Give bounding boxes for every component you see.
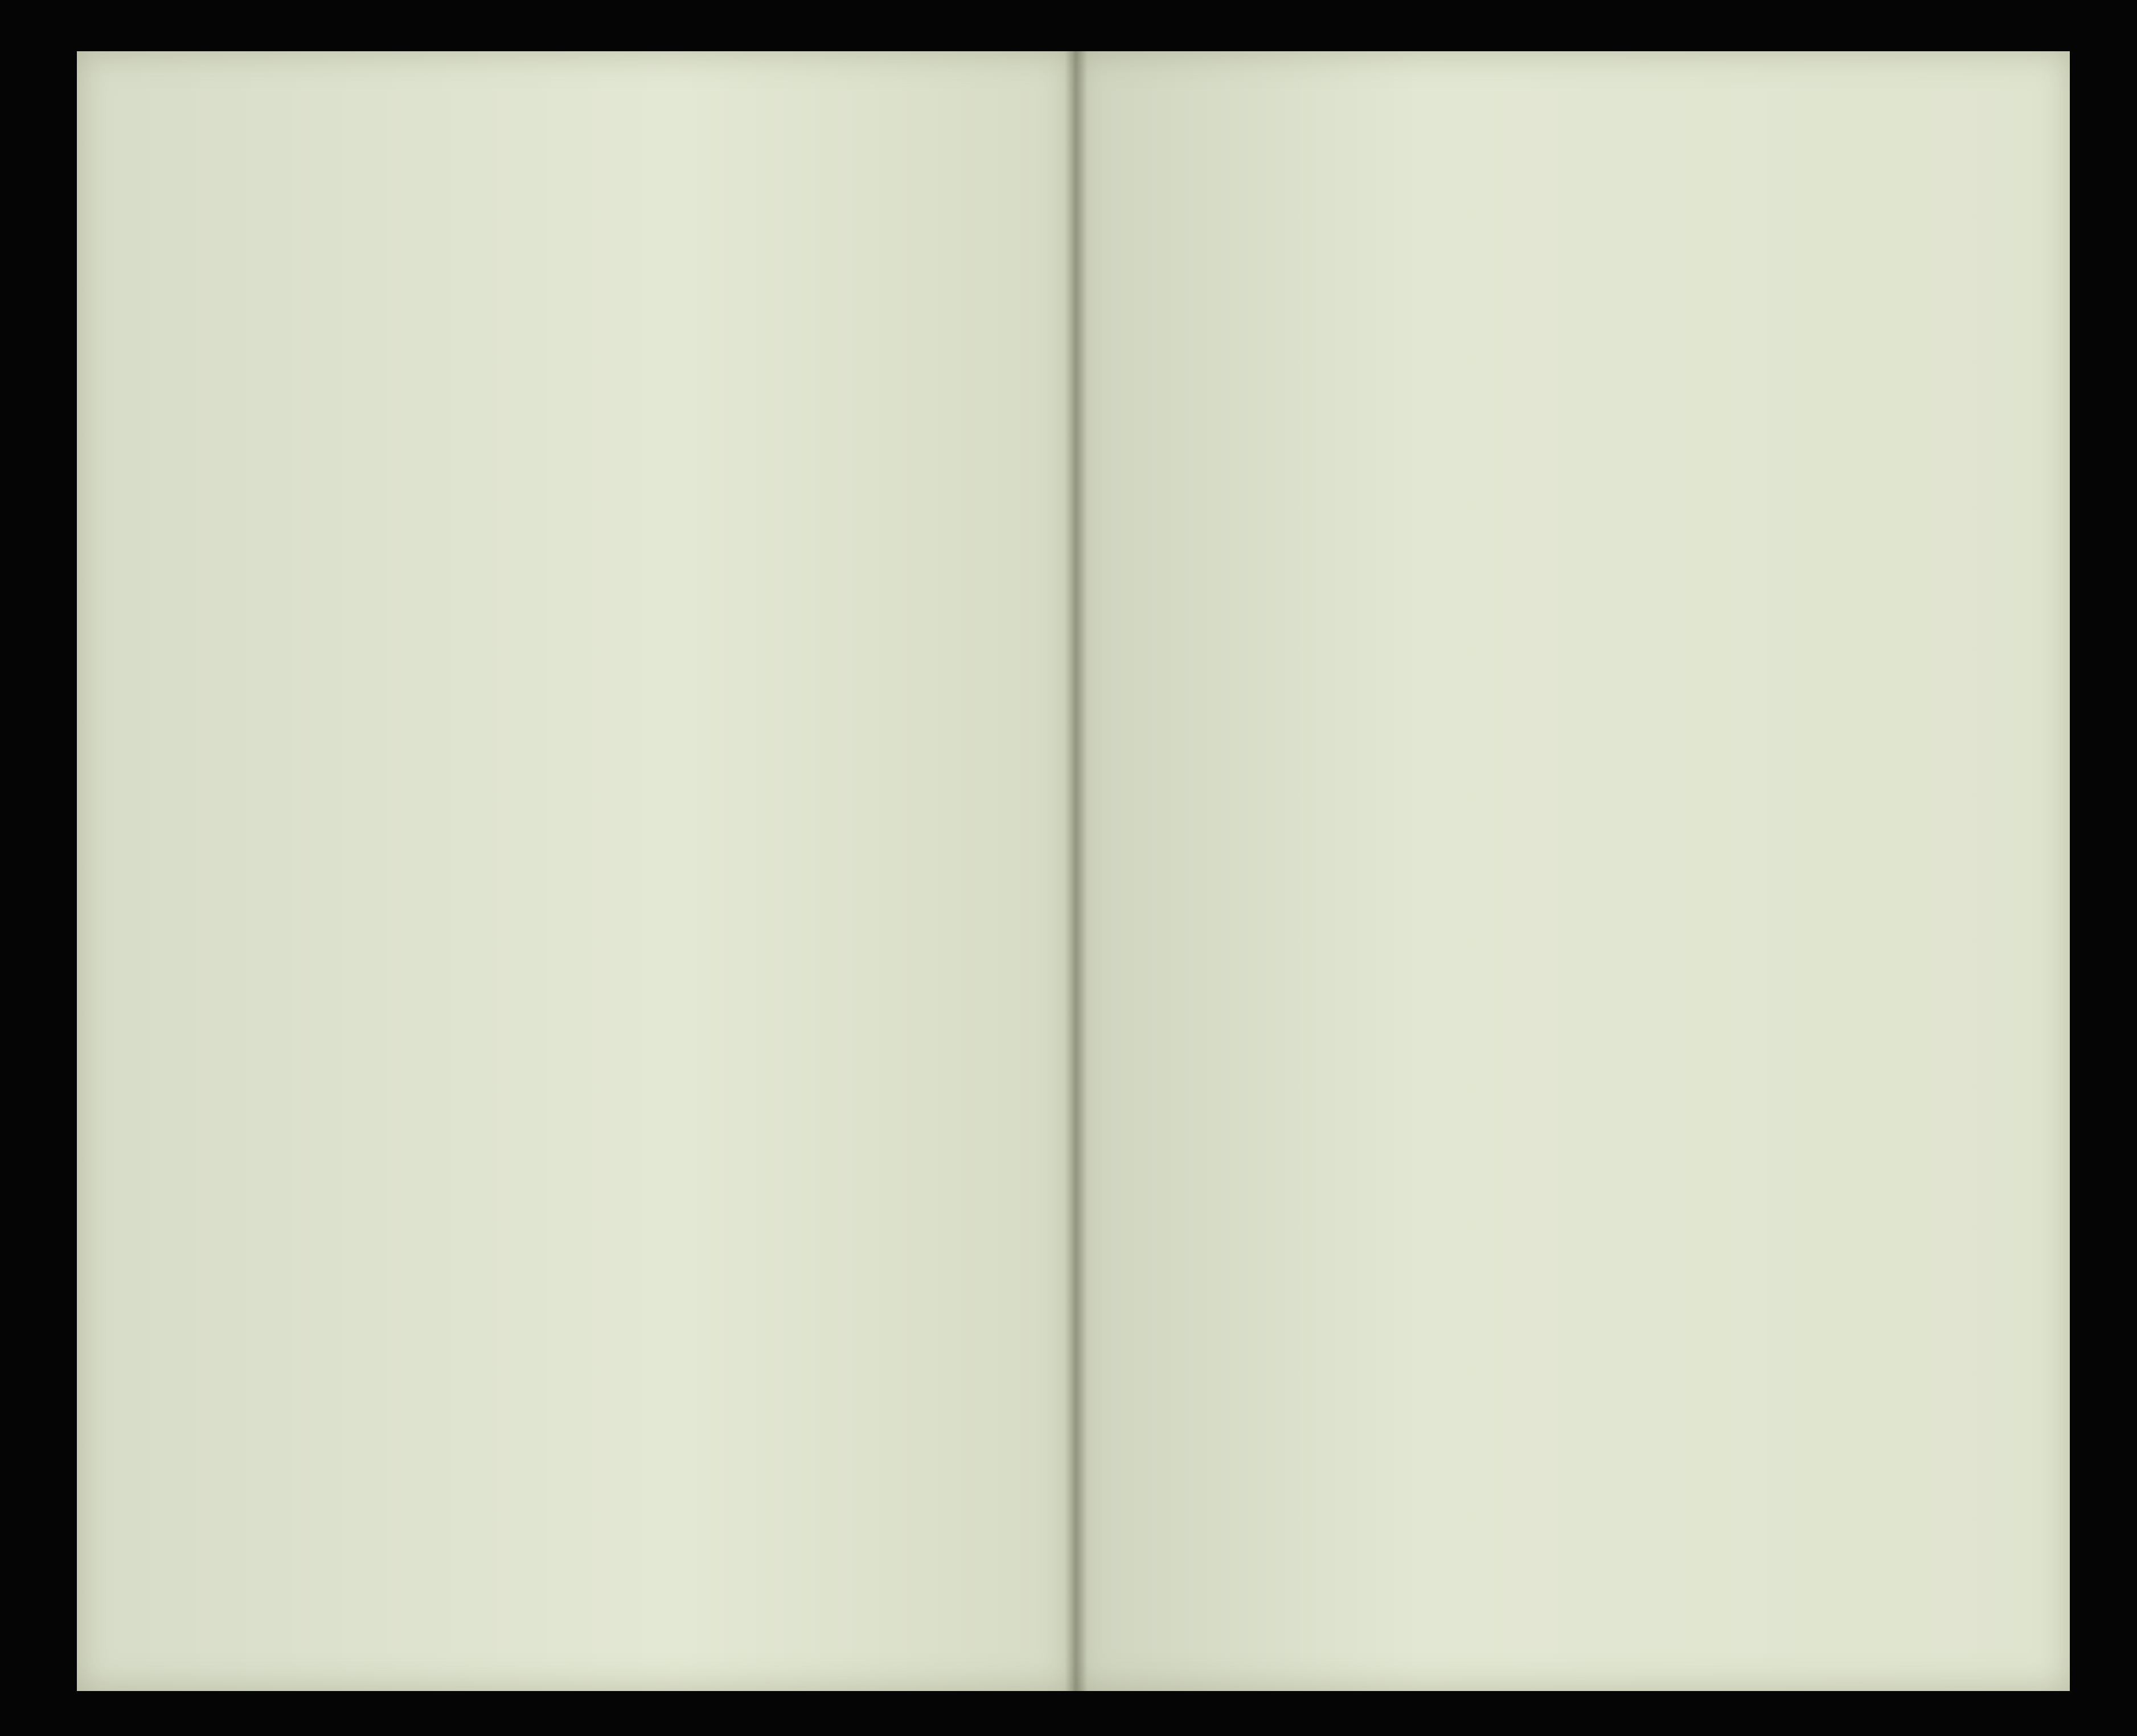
census-spread <box>77 51 2070 1694</box>
table-grid <box>77 51 2070 1694</box>
